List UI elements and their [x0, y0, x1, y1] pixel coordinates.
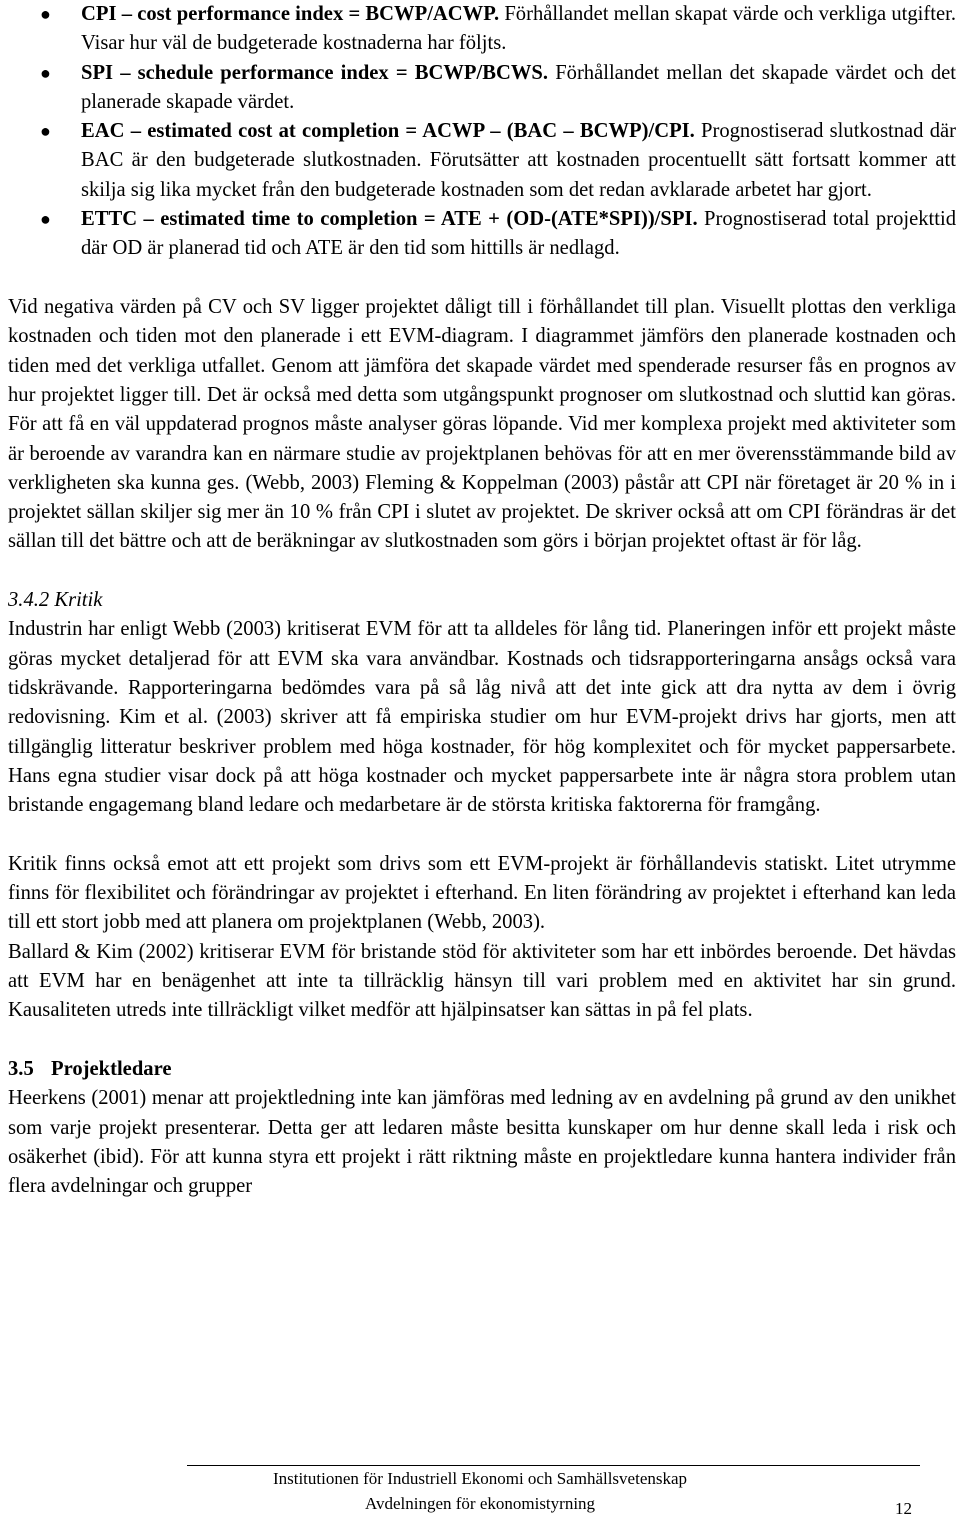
evm-metrics-list — [8, 0, 956, 264]
eac-definition: EAC – estimated cost at completion = ACWP – (BAC – BCWP)/CPI. — [81, 120, 695, 143]
cpi-description: Förhållandet mellan skapat värde och verkliga utgifter. Visar hur väl de budgeterade kostnaderna har följts. — [81, 3, 956, 55]
spacer — [8, 821, 956, 850]
list-item-eac — [8, 117, 956, 205]
bullet-icon: ● — [40, 121, 51, 142]
ettc-definition: ETTC – estimated time to completion = ATE + (OD-(ATE*SPI))/SPI. — [81, 208, 698, 231]
bullet-icon: ● — [40, 209, 51, 230]
page-number: 12 — [895, 1499, 912, 1518]
spacer — [8, 557, 956, 586]
subsection-heading: 3.4.2 Kritik — [8, 589, 103, 612]
spi-description: Förhållandet mellan det skapade värdet och det planerade skapade värdet. — [81, 61, 957, 113]
paragraph-critique-industry: Industrin har enligt Webb (2003) kritiserat EVM för att ta alldeles för lång tid. Planeringen inför ett projekt måste göras mycket detaljerad för att EVM ska vara användbar. Kostnads och tidsrapporteringarna ansågs också vara tidskrävande. Rapporteringarna bedömdes vara på så låg nivå att det inte gick att dra nytta av dem i övrig redovisning. Kim et al. (2003) skriver att få empiriska studier om hur EVM-projekt drivs har gjorts, men att tillgänglig litteratur beskriver problem med höga kostnader, för hög komplexitet och för mycket pappersarbete. Hans egna studier visar dock på att höga kostnader och mycket pappersarbete inte är några stora problem utan bristande engagemang bland ledare och medarbetare är de största kritiska faktorerna för framgång. — [8, 618, 956, 817]
footer-institution: Institutionen för Industriell Ekonomi och Samhällsvetenskap — [272, 1469, 688, 1488]
eac-description: Prognostiserad slutkostnad där BAC är den budgeterade slutkostnaden. Förutsätter att kostnaden procentuellt sätt fortsatt kommer att skilja sig lika mycket från den budgeterade kostnaden som det redan avklarade arbetet har gjort. — [81, 120, 956, 201]
ettc-description: Prognostiserad total projekttid där OD är planerad tid och ATE är den tid som hittills är nedlagd. — [81, 208, 956, 260]
bullet-icon: ● — [40, 4, 51, 24]
footer-divider — [187, 1465, 920, 1466]
spacer — [8, 264, 956, 293]
section-heading — [8, 1055, 956, 1084]
paragraph-critique-static: Kritik finns också emot att ett projekt som drivs som ett EVM-projekt är förhållandevis statiskt. Litet utrymme finns för flexibilitet och förändringar av projektet i efterhand. En liten förändring av projektet i efterhand kan leda till ett stort jobb med att planera om projektplanen (Webb, 2003). — [8, 852, 956, 934]
page-content — [8, 0, 956, 1202]
bullet-icon: ● — [40, 62, 51, 83]
paragraph-critique-dependencies: Ballard & Kim (2002) kritiserar EVM för bristande stöd för aktiviteter som har ett inbördes beroende. Det hävdas att EVM har en benägenhet att inte ta tillräcklig hänsyn till vari problem med en aktivitet har sin grund. Kausaliteten utreds inte tillräckligt vilket medför att hjälpinsatser kan sättas in på fel plats. — [8, 940, 956, 1022]
cpi-definition: CPI – cost performance index = BCWP/ACWP. — [81, 3, 500, 25]
paragraph-project-manager: Heerkens (2001) menar att projektledning inte kan jämföras med ledning av en avdelning på grund av den unikhet som varje projekt presenterar. Detta ger att ledaren måste besitta kunskaper om hur denne skall leda i risk och osäkerhet (ibid). För att kunna styra ett projekt i rätt riktning måste en projektledare kunna hantera individer från flera avdelningar och grupper — [8, 1087, 956, 1198]
footer-department: Avdelningen för ekonomistyrning — [364, 1494, 596, 1513]
list-item-cpi — [8, 0, 956, 59]
section-title: Projektledare — [51, 1058, 172, 1081]
list-item-ettc — [8, 205, 956, 264]
list-item-spi — [8, 59, 956, 118]
paragraph-evm-analysis: Vid negativa värden på CV och SV ligger projektet dåligt till i förhållandet till plan. Visuellt plottas den verkliga kostnaden och tiden mot den planerade i ett EVM-diagram. I diagrammet jämförs den planerade kostnaden och tiden med det verkliga utfallet. Genom att jämföra det skapade värdet med spenderade resurser fås en prognos av hur projektet ligger till. Det är också med detta som utgångspunkt prognoser om slutkostnad och sluttid kan göras. För att få en väl uppdaterad prognos måste analyser göras löpande. Vid mer komplexa projekt med aktiviteter som är beroende av varandra kan en närmare studie av projektplanen behövas för att en mer överensstämmande bild av verkligheten ska kunna ges. (Webb, 2003) Fleming & Koppelman (2003) påstår att CPI när företaget är 20 % in i projektet sällan skiljer sig mer än 10 % från CPI i slutet av projektet. De skriver också att om CPI förändras är det sällan till det bättre och att de beräkningar av slutkostnaden som görs i början projektet oftast är för låg. — [8, 296, 956, 553]
spi-definition: SPI – schedule performance index = BCWP/BCWS. — [81, 61, 549, 84]
section-number: 3.5 — [8, 1058, 34, 1081]
spacer — [8, 1026, 956, 1055]
